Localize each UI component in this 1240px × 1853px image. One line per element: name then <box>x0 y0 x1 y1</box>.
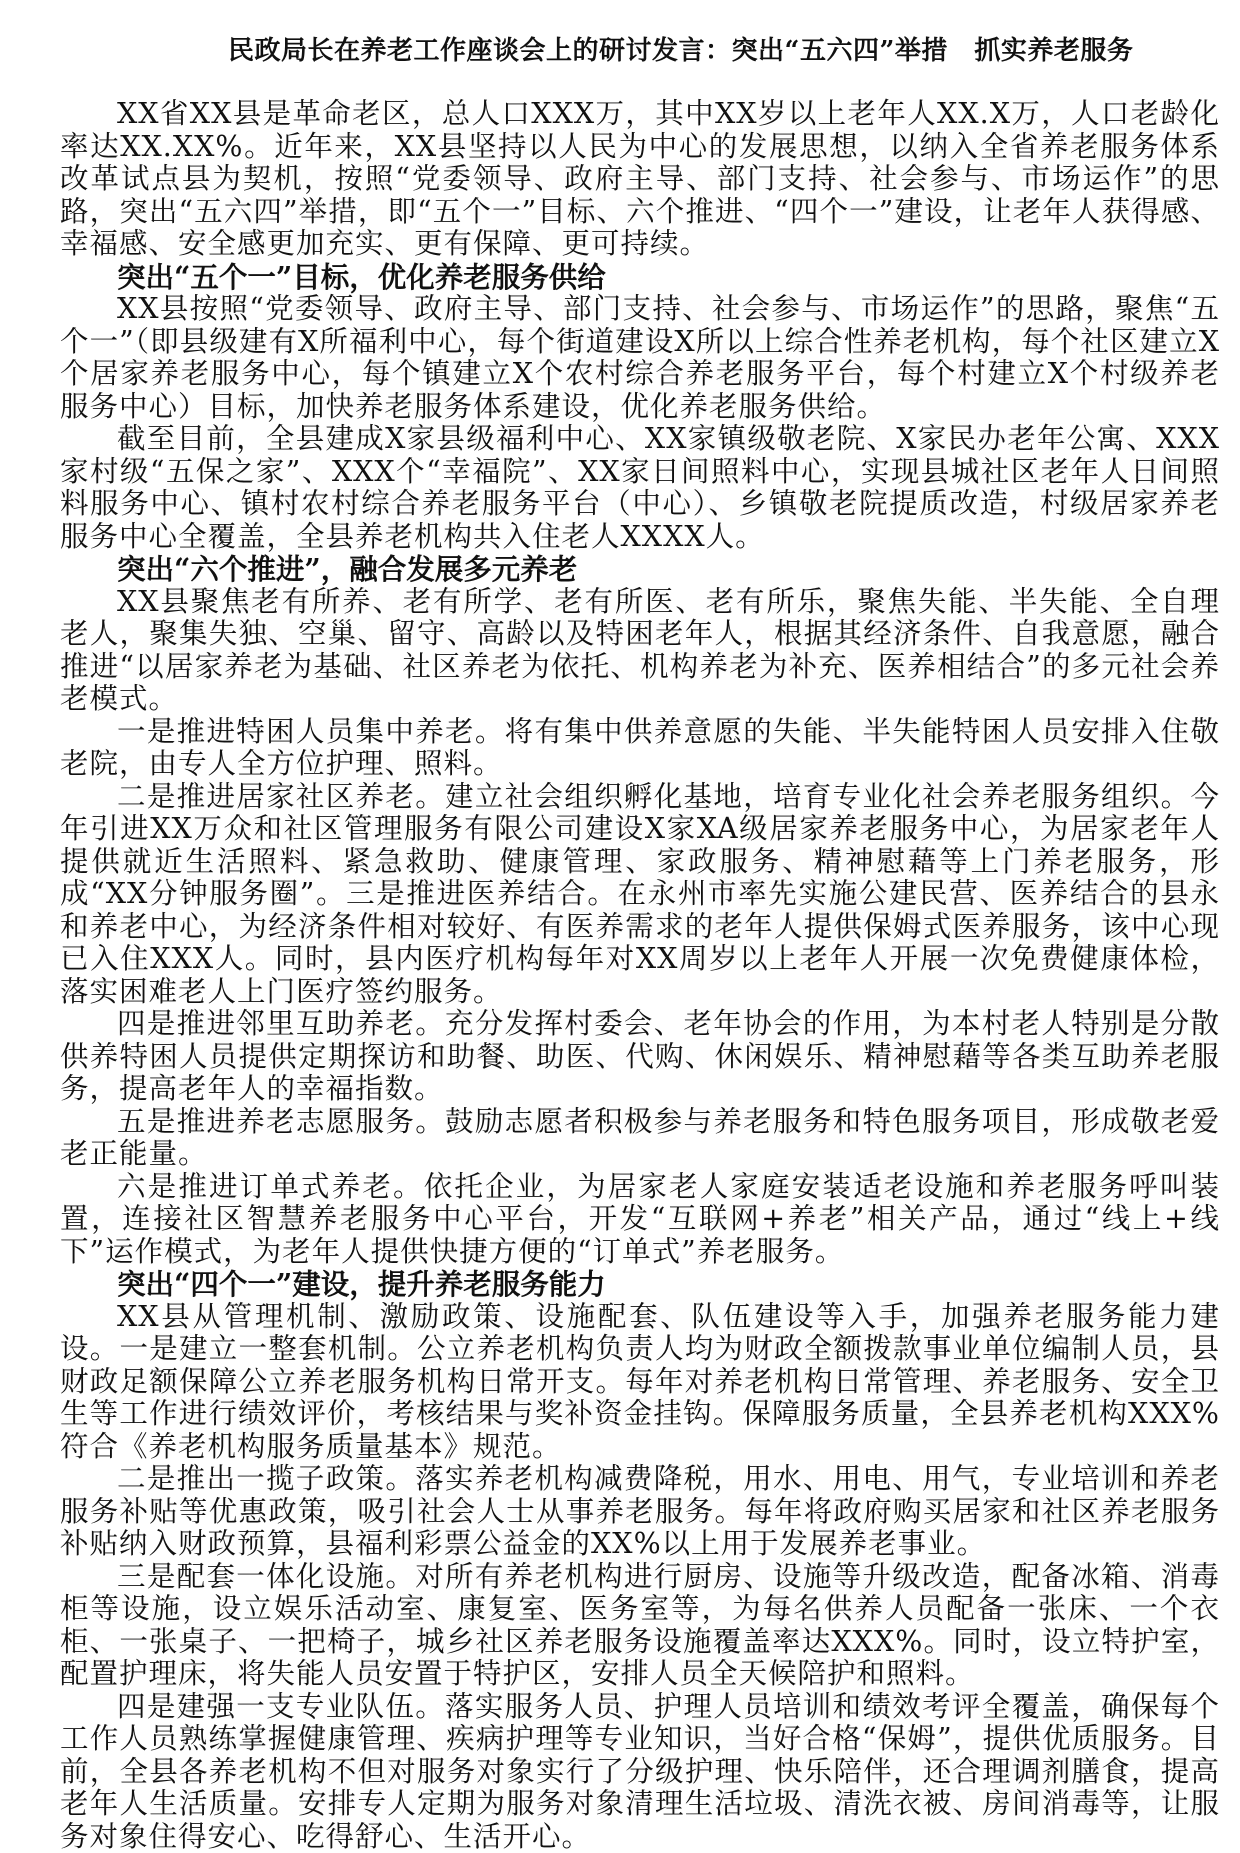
paragraph: 一是推进特困人员集中养老。将有集中供养意愿的失能、半失能特困人员安排入住敬老院，由专人全方位护理、照料。 <box>60 716 1220 781</box>
paragraph: 二是推进居家社区养老。建立社会组织孵化基地，培育专业化社会养老服务组织。今年引进XX万众和社区管理服务有限公司建设X家XA级居家养老服务中心，为居家老年人提供就近生活照料、紧急救助、健康管理、家政服务、精神慰藉等上门养老服务，形成“XX分钟服务圈”。三是推进医养结合。在永州市率先实施公建民营、医养结合的县永和养老中心，为经济条件相对较好、有医养需求的老年人提供保姆式医养服务，该中心现已入住XXX人。同时，县内医疗机构每年对XX周岁以上老年人开展一次免费健康体检，落实困难老人上门医疗签约服务。 <box>60 781 1220 1009</box>
paragraph: 截至目前，全县建成X家县级福利中心、XX家镇级敬老院、X家民办老年公寓、XXX家村级“五保之家”、XXX个“幸福院”、XX家日间照料中心，实现县城社区老年人日间照料服务中心、镇村农村综合养老服务平台（中心）、乡镇敬老院提质改造，村级居家养老服务中心全覆盖，全县养老机构共入住老人XXXX人。 <box>60 423 1220 553</box>
section-heading-six: 突出“六个推进”，融合发展多元养老 <box>60 553 1220 586</box>
paragraph: XX县从管理机制、激励政策、设施配套、队伍建设等入手，加强养老服务能力建设。一是建立一整套机制。公立养老机构负责人均为财政全额拨款事业单位编制人员，县财政足额保障公立养老服务机构日常开支。每年对养老机构日常管理、养老服务、安全卫生等工作进行绩效评价，考核结果与奖补资金挂钩。保障服务质量，全县养老机构XXX%符合《养老机构服务质量基本》规范。 <box>60 1301 1220 1464</box>
section-heading-five: 突出“五个一”目标，优化养老服务供给 <box>60 261 1220 294</box>
paragraph: 六是推进订单式养老。依托企业，为居家老人家庭安装适老设施和养老服务呼叫装置，连接社区智慧养老服务中心平台，开发“互联网+养老”相关产品，通过“线上+线下”运作模式，为老年人提供快捷方便的“订单式”养老服务。 <box>60 1171 1220 1269</box>
document-title: 民政局长在养老工作座谈会上的研讨发言：突出“五六四”举措 抓实养老服务 <box>228 34 1220 68</box>
section-heading-four: 突出“四个一”建设，提升养老服务能力 <box>60 1268 1220 1301</box>
paragraph: 五是推进养老志愿服务。鼓励志愿者积极参与养老服务和特色服务项目，形成敬老爱老正能量。 <box>60 1106 1220 1171</box>
paragraph: 四是推进邻里互助养老。充分发挥村委会、老年协会的作用，为本村老人特别是分散供养特困人员提供定期探访和助餐、助医、代购、休闲娱乐、精神慰藉等各类互助养老服务，提高老年人的幸福指数。 <box>60 1008 1220 1106</box>
paragraph: 四是建强一支专业队伍。落实服务人员、护理人员培训和绩效考评全覆盖，确保每个工作人员熟练掌握健康管理、疾病护理等专业知识，当好合格“保姆”，提供优质服务。目前，全县各养老机构不但对服务对象实行了分级护理、快乐陪伴，还合理调剂膳食，提高老年人生活质量。安排专人定期为服务对象清理生活垃圾、清洗衣被、房间消毒等，让服务对象住得安心、吃得舒心、生活开心。 <box>60 1691 1220 1853</box>
paragraph: 二是推出一揽子政策。落实养老机构减费降税，用水、用电、用气，专业培训和养老服务补贴等优惠政策，吸引社会人士从事养老服务。每年将政府购买居家和社区养老服务补贴纳入财政预算，县福利彩票公益金的XX%以上用于发展养老事业。 <box>60 1463 1220 1561</box>
intro-paragraph: XX省XX县是革命老区，总人口XXX万，其中XX岁以上老年人XX.X万，人口老龄化率达XX.XX%。近年来，XX县坚持以人民为中心的发展思想，以纳入全省养老服务体系改革试点县为契机，按照“党委领导、政府主导、部门支持、社会参与、市场运作”的思路，突出“五六四”举措，即“五个一”目标、六个推进、“四个一”建设，让老年人获得感、幸福感、安全感更加充实、更有保障、更可持续。 <box>60 98 1220 261</box>
paragraph: XX县聚焦老有所养、老有所学、老有所医、老有所乐，聚焦失能、半失能、全自理老人，聚集失独、空巢、留守、高龄以及特困老年人，根据其经济条件、自我意愿，融合推进“以居家养老为基础、社区养老为依托、机构养老为补充、医养相结合”的多元社会养老模式。 <box>60 586 1220 716</box>
paragraph: XX县按照“党委领导、政府主导、部门支持、社会参与、市场运作”的思路，聚焦“五个一”（即县级建有X所福利中心，每个街道建设X所以上综合性养老机构，每个社区建立X个居家养老服务中心，每个镇建立X个农村综合养老服务平台，每个村建立X个村级养老服务中心）目标，加快养老服务体系建设，优化养老服务供给。 <box>60 293 1220 423</box>
document-page <box>60 34 1220 1853</box>
paragraph: 三是配套一体化设施。对所有养老机构进行厨房、设施等升级改造，配备冰箱、消毒柜等设施，设立娱乐活动室、康复室、医务室等，为每名供养人员配备一张床、一个衣柜、一张桌子、一把椅子，城乡社区养老服务设施覆盖率达XXX%。同时，设立特护室，配置护理床，将失能人员安置于特护区，安排人员全天候陪护和照料。 <box>60 1561 1220 1691</box>
